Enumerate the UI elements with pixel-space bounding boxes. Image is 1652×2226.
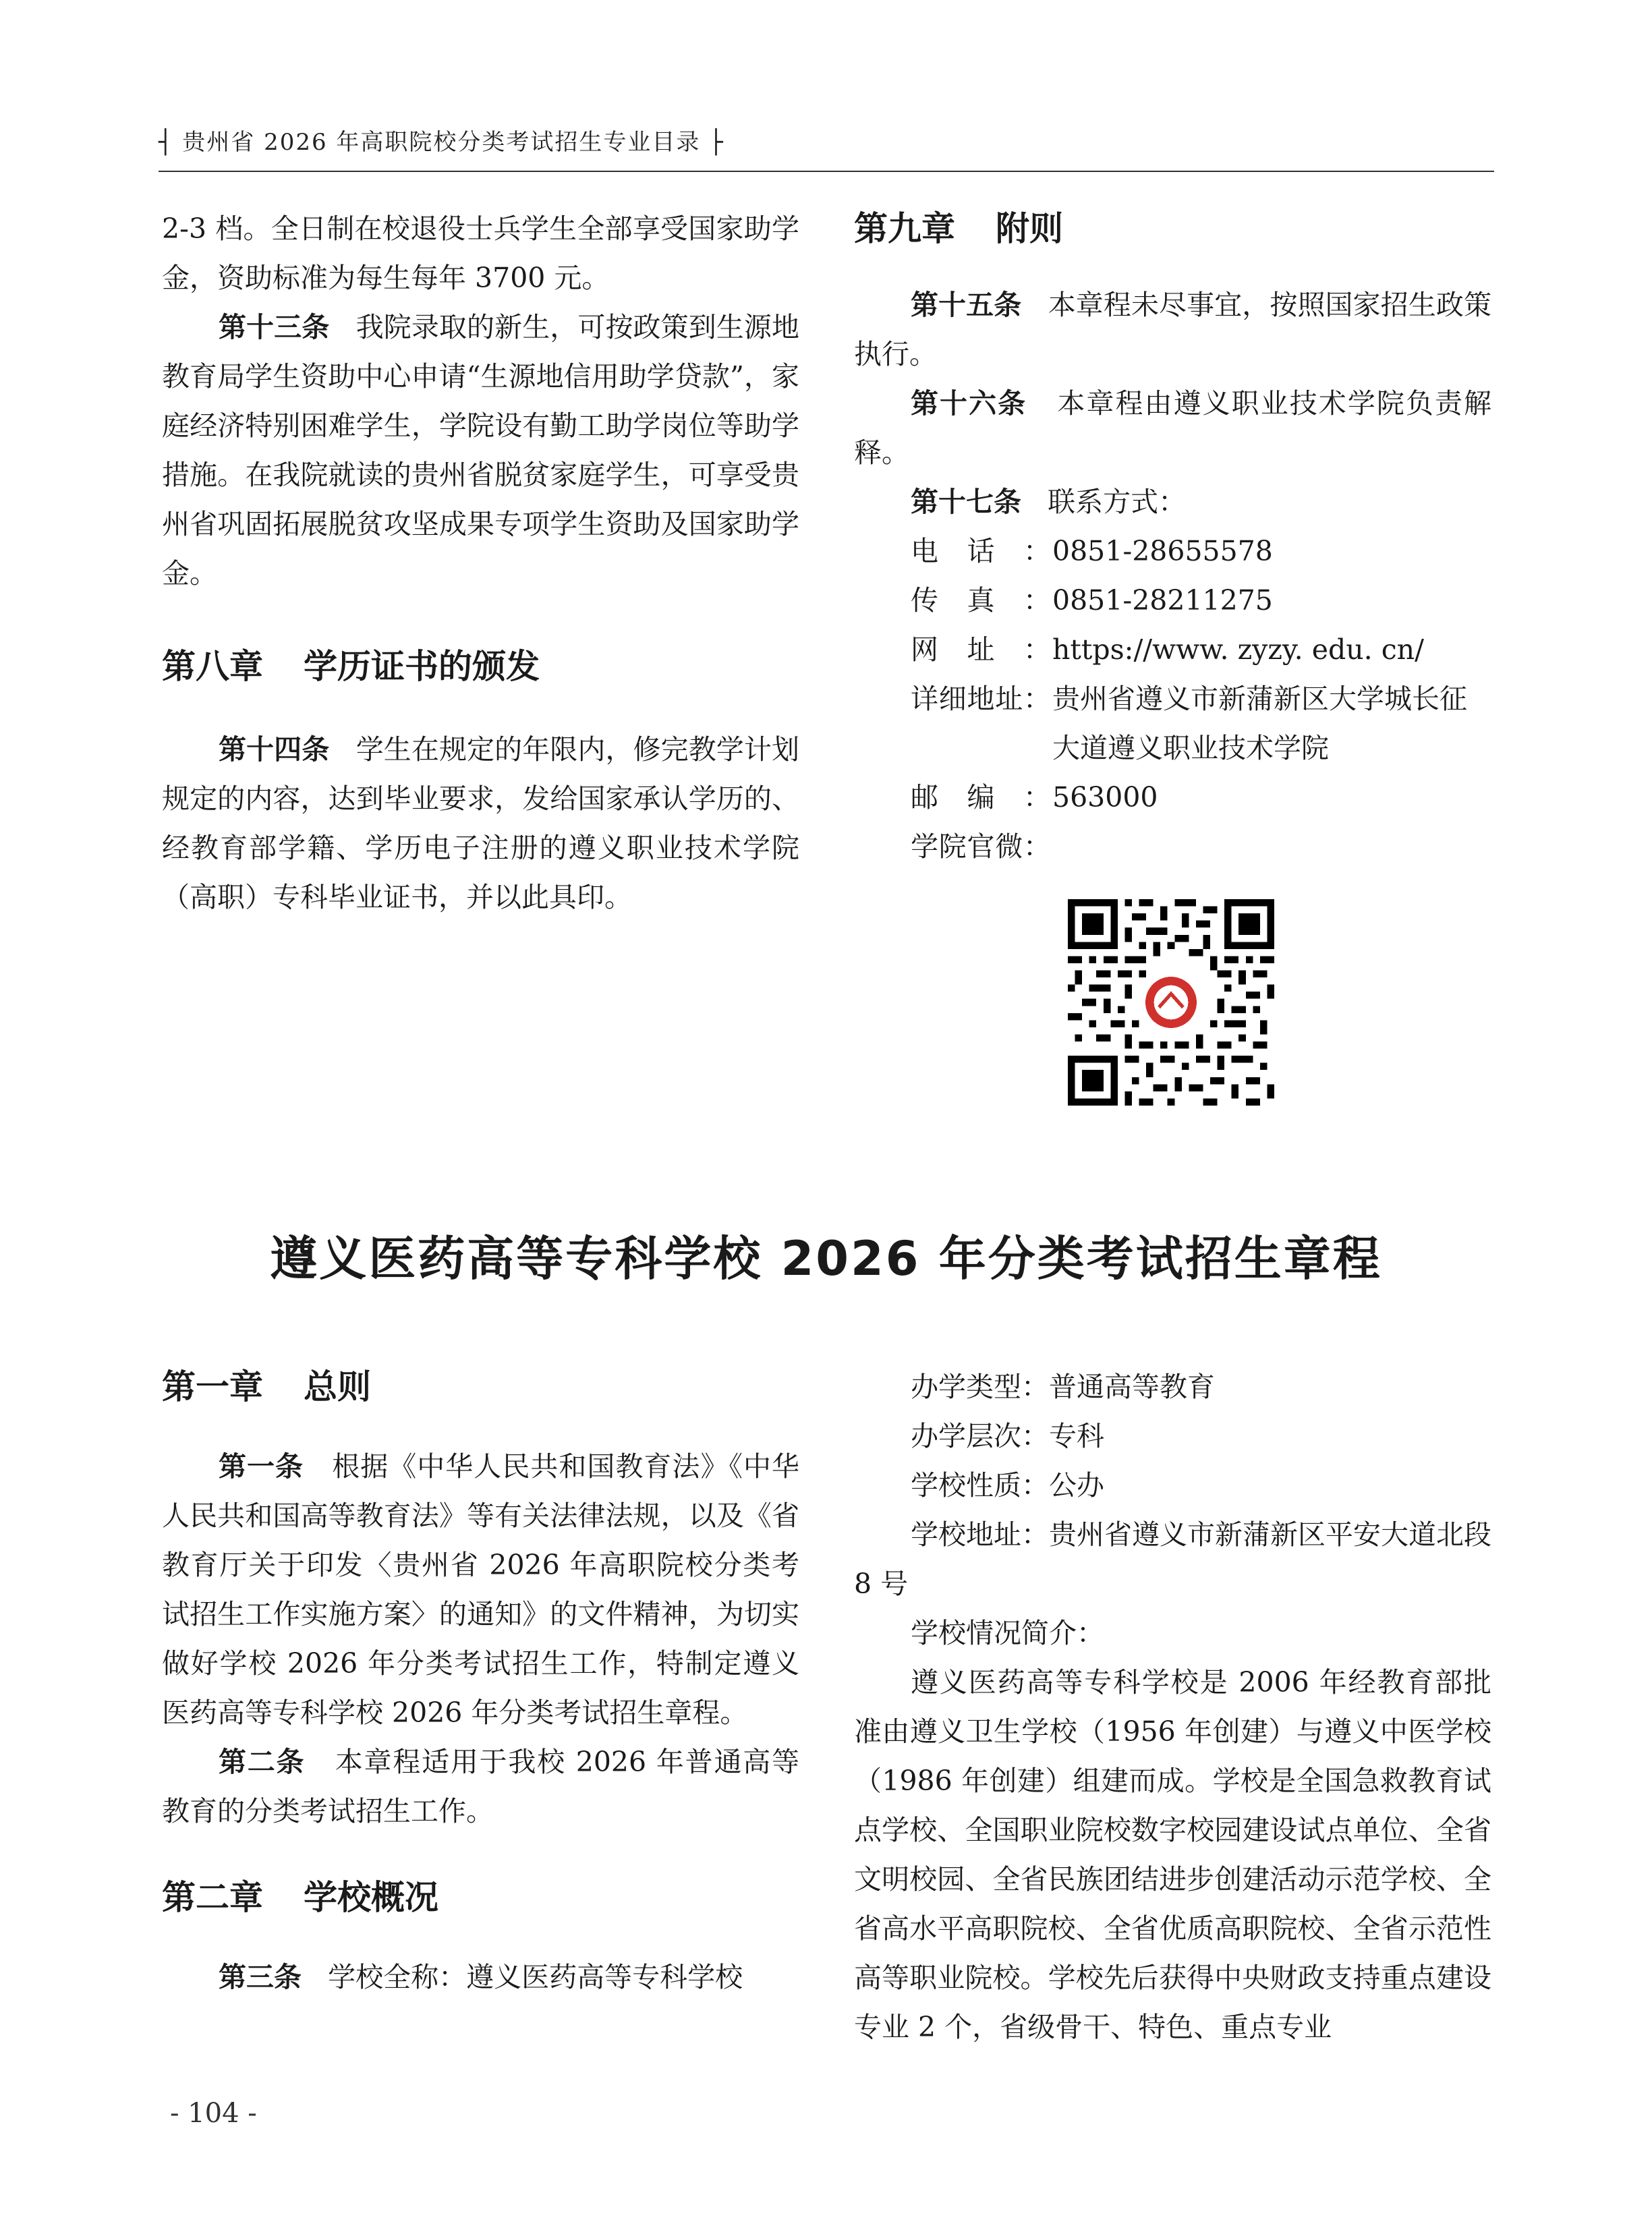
school-type: 办学类型：普通高等教育 — [911, 1371, 1215, 1403]
article-1 — [162, 1442, 799, 1738]
article-1-text: 根据《中华人民共和国教育法》《中华人民共和国高等教育法》等有关法律法规，以及《省教育厅关于印发〈贵州省 2026 年高职院校分类考试招生工作实施方案〉的通知》的文件精神，为切实做好学校 2026 年分类考试招生工作，特制定遵义医药高等专科学校 2026 年分类考试招生章程。 — [162, 1450, 800, 1729]
article-13 — [162, 303, 799, 598]
contact-fax: 传真： 0851-28211275 — [911, 584, 1273, 617]
school-level: 办学层次：专科 — [911, 1420, 1104, 1452]
chapter-2-heading: 第二章 学校概况 — [162, 1878, 438, 1917]
contact-phone: 电话： 0851-28655578 — [911, 535, 1273, 567]
contact-website: 网址： https://www. zyzy. edu. cn/ — [854, 625, 1491, 675]
article-14 — [162, 725, 799, 922]
article-16-text: 本章程由遵义职业技术学院负责解释。 — [854, 387, 1491, 469]
article-13-text: 我院录取的新生，可按政策到生源地教育局学生资助中心申请“生源地信用助学贷款”，家庭经济特别困难学生，学院设有勤工助学岗位等助学措施。在我院就读的贵州省脱贫家庭学生，可享受贵州省巩固拓展脱贫攻坚成果专项学生资助及国家助学金。 — [162, 311, 799, 590]
school-intro-label: 学校情况简介： — [911, 1617, 1104, 1649]
article-14-label: 第十四条 — [219, 733, 330, 766]
article-17 — [854, 478, 1491, 527]
contact-wechat: 学院官微： — [911, 830, 1051, 863]
article-3-text: 学校全称：遵义医药高等专科学校 — [328, 1961, 743, 1993]
chapter-9-heading: 第九章 附则 — [854, 209, 1063, 248]
article-17-label: 第十七条 — [911, 486, 1021, 518]
contact-postcode: 邮编： 563000 — [911, 781, 1158, 814]
article-15-label: 第十五条 — [911, 289, 1022, 321]
contact-address: 详细地址： 贵州省遵义市新蒲新区大学城长征大道遵义职业技术学院 — [911, 683, 1467, 764]
paragraph-aid-continued: 2-3 档。全日制在校退役士兵学生全部享受国家助学金，资助标准为每生每年 3700 元。 — [162, 212, 799, 294]
article-16 — [854, 379, 1491, 478]
article-15 — [854, 281, 1491, 379]
article-1-label: 第一条 — [219, 1450, 304, 1483]
chapter-1-heading: 第一章 总则 — [162, 1367, 371, 1406]
chapter-8-heading: 第八章 学历证书的颁发 — [162, 647, 540, 686]
article-2-label: 第二条 — [219, 1746, 306, 1778]
top-right-column — [854, 204, 1491, 872]
article-17-text: 联系方式： — [1048, 486, 1187, 518]
bottom-left-column — [162, 1363, 799, 2002]
school-address: 学校地址：贵州省遵义市新蒲新区平安大道北段 8 号 — [854, 1518, 1491, 1600]
bottom-right-column — [854, 1363, 1491, 2052]
header-rule — [159, 171, 1494, 172]
article-2 — [162, 1738, 799, 1836]
article-15-text: 本章程未尽事宜，按照国家招生政策执行。 — [854, 289, 1491, 370]
running-header: ┤ 贵州省 2026 年高职院校分类考试招生专业目录 ├ — [159, 129, 724, 156]
school-intro-text: 遵义医药高等专科学校是 2006 年经教育部批准由遵义卫生学校（1956 年创建）与遵义中医学校（1986 年创建）组建而成。学校是全国急救教育试点学校、全国职业院校数字校园建设试点单位、全省文明校园、全省民族团结进步创建活动示范学校、全省高水平高职院校、全省优质高职院校、全省示范性高等职业院校。学校先后获得中央财政支持重点建设专业 2 个，省级骨干、特色、重点专业 — [854, 1666, 1491, 2043]
article-13-label: 第十三条 — [219, 311, 330, 343]
article-3-label: 第三条 — [219, 1961, 302, 1993]
article-14-text: 学生在规定的年限内，修完教学计划规定的内容，达到毕业要求，发给国家承认学历的、经教育部学籍、学历电子注册的遵义职业技术学院（高职）专科毕业证书，并以此具印。 — [162, 733, 799, 913]
top-left-column — [162, 204, 799, 922]
website-link[interactable]: https://www. zyzy. edu. cn/ — [1052, 633, 1424, 666]
qr-code-icon[interactable] — [1068, 899, 1274, 1106]
article-3 — [162, 1953, 799, 2002]
article-2-text: 本章程适用于我校 2026 年普通高等教育的分类考试招生工作。 — [162, 1746, 799, 1827]
page-number: - 104 - — [170, 2098, 257, 2129]
school-nature: 学校性质：公办 — [911, 1469, 1104, 1502]
main-title: 遵义医药高等专科学校 2026 年分类考试招生章程 — [270, 1231, 1382, 1286]
article-16-label: 第十六条 — [911, 387, 1027, 420]
